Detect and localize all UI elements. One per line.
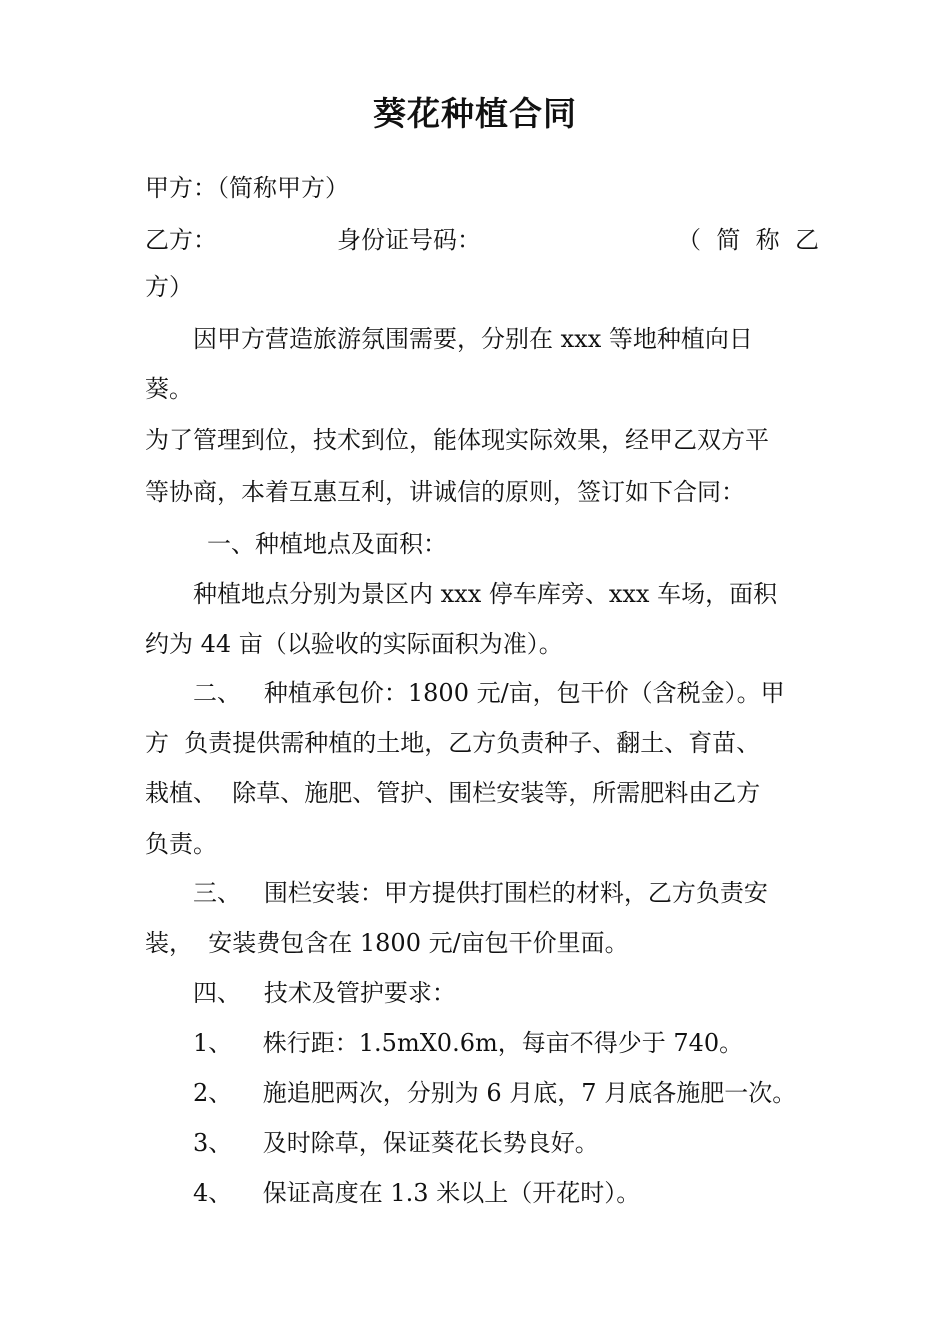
paragraph-2-line-2: 等协商，本着互惠互利，讲诚信的原则，签订如下合同： xyxy=(145,478,745,506)
document-title: 葵花种植合同 xyxy=(373,94,577,133)
section-4-heading: 四、 技术及管护要求： xyxy=(193,979,456,1007)
section-3-line-2: 装， 安装费包含在 1800 元/亩包干价里面。 xyxy=(145,929,629,957)
paragraph-1-line-2: 葵。 xyxy=(145,375,193,403)
section-2-line-3: 栽植、 除草、施肥、管护、围栏安装等，所需肥料由乙方 xyxy=(145,779,761,807)
party-b-abbr-end: 方） xyxy=(145,273,193,301)
section-1-line-1: 种植地点分别为景区内 xxx 停车库旁、xxx 车场，面积 xyxy=(193,580,778,608)
section-1-line-2: 约为 44 亩（以验收的实际面积为准）。 xyxy=(145,630,563,658)
abbr-char: 乙 xyxy=(794,226,819,254)
abbr-char: 简 xyxy=(716,226,741,254)
abbr-char: 称 xyxy=(755,226,780,254)
party-b-label: 乙方： xyxy=(145,226,217,254)
list-item: 3、 及时除草，保证葵花长势良好。 xyxy=(193,1129,599,1157)
list-item: 1、 株行距：1.5mX0.6m，每亩不得少于 740。 xyxy=(193,1029,744,1057)
list-item: 4、 保证高度在 1.3 米以上（开花时）。 xyxy=(193,1179,641,1207)
section-2-line-2: 方 负责提供需种植的土地，乙方负责种子、翻土、育苗、 xyxy=(145,729,761,757)
section-1-heading: 一、种植地点及面积： xyxy=(207,530,447,558)
section-3-line-1: 三、 围栏安装：甲方提供打围栏的材料，乙方负责安 xyxy=(193,879,768,907)
paragraph-1-line-1: 因甲方营造旅游氛围需要，分别在 xxx 等地种植向日 xyxy=(193,325,753,353)
party-b-id-label: 身份证号码： xyxy=(337,226,481,254)
section-2-line-4: 负责。 xyxy=(145,830,217,858)
party-a-line: 甲方：（简称甲方） xyxy=(145,174,349,202)
paragraph-2-line-1: 为了管理到位，技术到位，能体现实际效果，经甲乙双方平 xyxy=(145,426,769,454)
abbr-char: （ xyxy=(677,226,701,254)
section-2-line-1: 二、 种植承包价：1800 元/亩，包干价（含税金）。甲 xyxy=(193,679,785,707)
list-item: 2、 施追肥两次，分别为 6 月底，7 月底各施肥一次。 xyxy=(193,1079,797,1107)
party-b-abbr xyxy=(677,224,819,256)
